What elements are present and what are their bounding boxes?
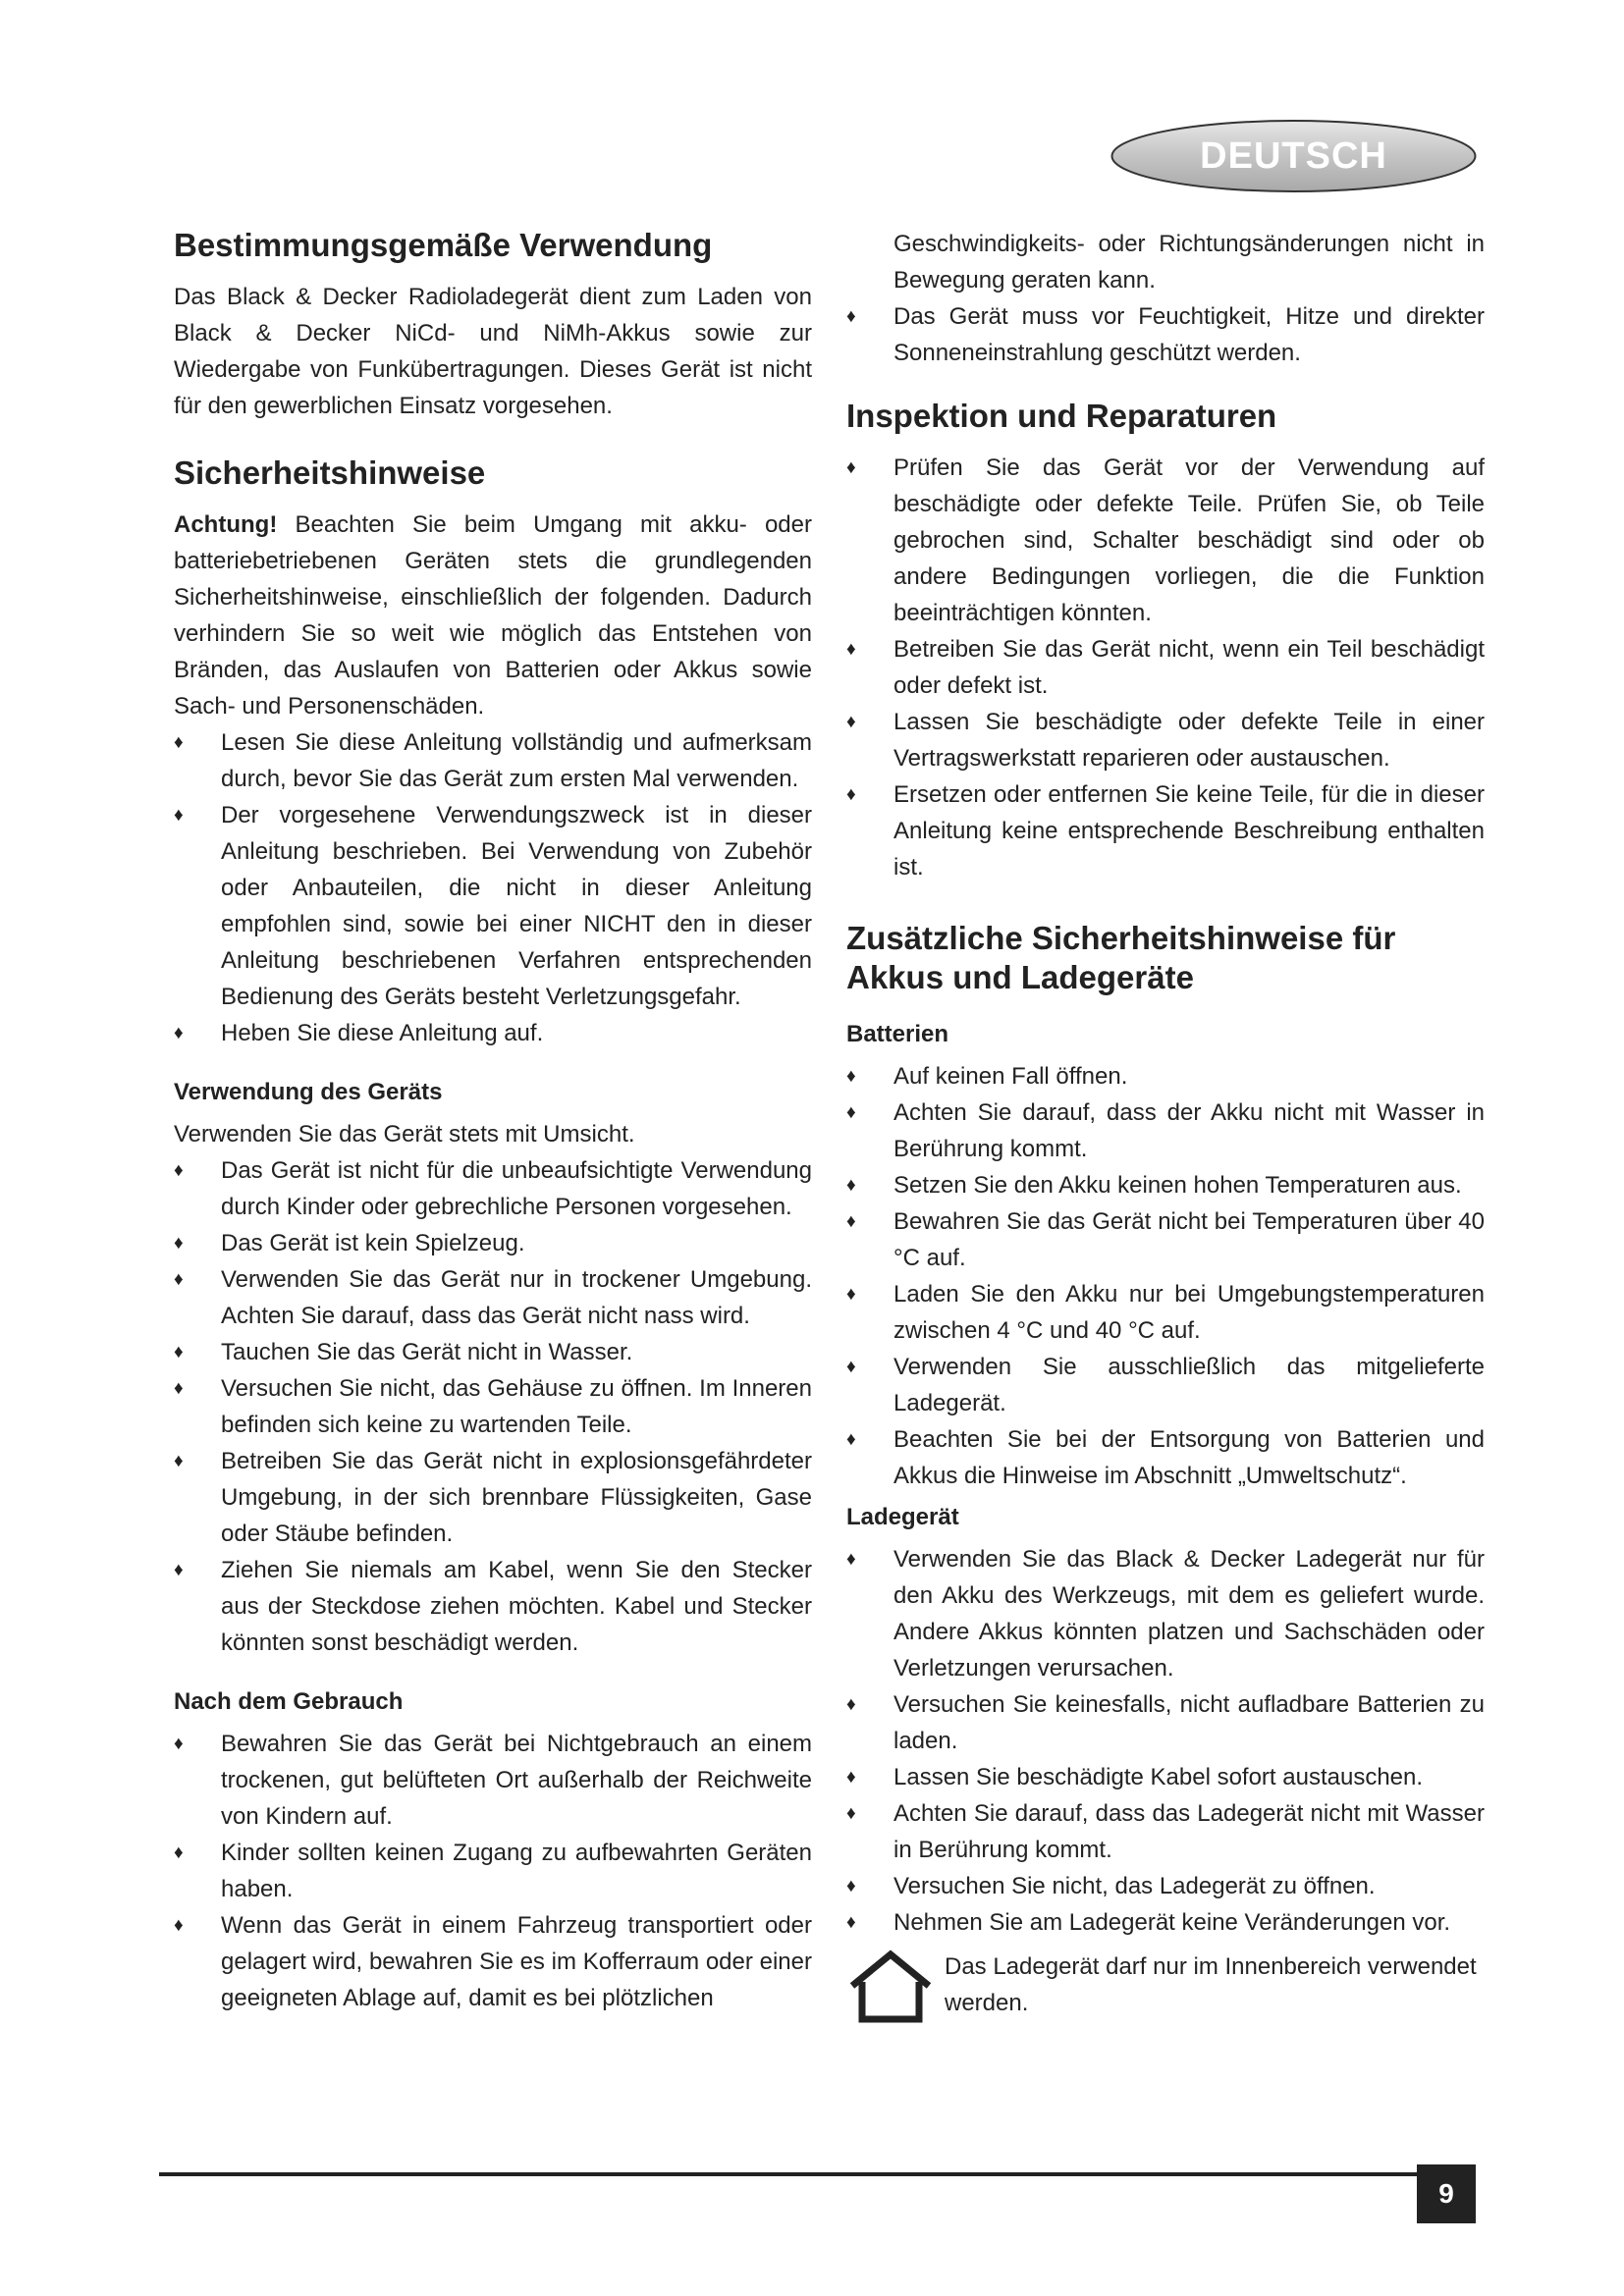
list-item: ♦ Bewahren Sie das Gerät bei Nichtgebrauch an einem trockenen, gut belüfteten Ort außerhalb der Reichweite von Kindern auf.	[174, 1726, 812, 1835]
device-use-list	[174, 1152, 812, 1661]
right-column	[846, 226, 1485, 2025]
list-item: ♦ Versuchen Sie nicht, das Ladegerät zu öffnen.	[846, 1868, 1485, 1904]
list-item: ♦ Das Gerät ist nicht für die unbeaufsichtigte Verwendung durch Kinder oder gebrechliche Personen vorgesehen.	[174, 1152, 812, 1225]
list-item: ♦ Achten Sie darauf, dass das Ladegerät nicht mit Wasser in Berührung kommt.	[846, 1795, 1485, 1868]
list-item: ♦ Tauchen Sie das Gerät nicht in Wasser.	[174, 1334, 812, 1370]
inspection-heading: Inspektion und Reparaturen	[846, 398, 1277, 434]
list-item: ♦ Betreiben Sie das Gerät nicht, wenn ein Teil beschädigt oder defekt ist.	[846, 631, 1485, 704]
list-item: ♦ Betreiben Sie das Gerät nicht in explosionsgefährdeter Umgebung, in der sich brennbare Flüssigkeiten, Gase oder Stäube befinden.	[174, 1443, 812, 1552]
list-item: ♦ Heben Sie diese Anleitung auf.	[174, 1015, 812, 1051]
list-item: ♦ Lassen Sie beschädigte oder defekte Teile in einer Vertragswerkstatt reparieren oder austauschen.	[846, 704, 1485, 776]
device-use-intro: Verwenden Sie das Gerät stets mit Umsicht.	[174, 1121, 635, 1148]
list-item: ♦ Lassen Sie beschädigte Kabel sofort austauschen.	[846, 1759, 1485, 1795]
list-item: ♦ Verwenden Sie das Black & Decker Ladegerät nur für den Akku des Werkzeugs, mit dem es geliefert wurde. Andere Akkus könnten platzen und Sachschäden oder Verletzungen verursachen.	[846, 1541, 1485, 1686]
list-item: ♦ Wenn das Gerät in einem Fahrzeug transportiert oder gelagert wird, bewahren Sie es im Kofferraum oder einer geeigneten Ablage auf, damit es bei plötzlichen	[174, 1907, 812, 2016]
device-use-heading: Verwendung des Geräts	[174, 1079, 443, 1105]
charger-heading: Ladegerät	[846, 1504, 959, 1530]
list-item: ♦ Bewahren Sie das Gerät nicht bei Temperaturen über 40 °C auf.	[846, 1203, 1485, 1276]
inspection-list	[846, 450, 1485, 885]
list-item: ♦ Ersetzen oder entfernen Sie keine Teile, für die in dieser Anleitung keine entsprechende Beschreibung enthalten ist.	[846, 776, 1485, 885]
indoor-use-note	[846, 1949, 1485, 2025]
batteries-list	[846, 1058, 1485, 1494]
safety-warning	[174, 507, 812, 724]
language-label: DEUTSCH	[1200, 135, 1387, 177]
safety-heading: Sicherheitshinweise	[174, 454, 486, 491]
intended-use-heading: Bestimmungsgemäße Verwendung	[174, 227, 713, 263]
intended-use-text: Das Black & Decker Radioladegerät dient zum Laden von Black & Decker NiCd- und NiMh-Akkus sowie zur Wiedergabe von Funkübertragungen. Dieses Gerät ist nicht für den gewerblichen Einsatz vorgesehen.	[174, 284, 812, 419]
list-item: ♦ Versuchen Sie nicht, das Gehäuse zu öffnen. Im Inneren befinden sich keine zu wartenden Teile.	[174, 1370, 812, 1443]
list-item: ♦ Laden Sie den Akku nur bei Umgebungstemperaturen zwischen 4 °C und 40 °C auf.	[846, 1276, 1485, 1349]
list-item: ♦ Achten Sie darauf, dass der Akku nicht mit Wasser in Berührung kommt.	[846, 1095, 1485, 1167]
list-item: ♦ Versuchen Sie keinesfalls, nicht aufladbare Batterien zu laden.	[846, 1686, 1485, 1759]
indoor-use-text: Das Ladegerät darf nur im Innenbereich verwendet werden.	[945, 1953, 1477, 2016]
additional-safety-heading: Zusätzliche Sicherheitshinweise für Akkus und Ladegeräte	[846, 920, 1396, 995]
list-item: ♦ Setzen Sie den Akku keinen hohen Temperaturen aus.	[846, 1167, 1485, 1203]
batteries-heading: Batterien	[846, 1021, 949, 1047]
list-item: ♦ Beachten Sie bei der Entsorgung von Batterien und Akkus die Hinweise im Abschnitt „Umweltschutz“.	[846, 1421, 1485, 1494]
house-icon	[846, 1949, 935, 2025]
list-item: ♦ Das Gerät ist kein Spielzeug.	[174, 1225, 812, 1261]
warning-text: Beachten Sie beim Umgang mit akku- oder batteriebetriebenen Geräten stets die grundlegenden Sicherheitshinweise, einschließlich der folgenden. Dadurch verhindern Sie so weit wie möglich das Entstehen von Bränden, das Auslaufen von Batterien oder Akkus sowie Sach- und Personenschäden.	[174, 511, 812, 720]
after-use-list	[174, 1726, 812, 2016]
list-item: ♦ Verwenden Sie ausschließlich das mitgelieferte Ladegerät.	[846, 1349, 1485, 1421]
list-item: ♦ Nehmen Sie am Ladegerät keine Veränderungen vor.	[846, 1904, 1485, 1941]
left-column	[174, 226, 812, 2016]
page-number: 9	[1417, 2164, 1476, 2223]
continuation-list	[846, 226, 1485, 371]
list-item: ♦ Lesen Sie diese Anleitung vollständig und aufmerksam durch, bevor Sie das Gerät zum ersten Mal verwenden.	[174, 724, 812, 797]
footer-rule	[159, 2172, 1445, 2176]
list-item: ♦ Das Gerät muss vor Feuchtigkeit, Hitze und direkter Sonneneinstrahlung geschützt werden.	[846, 298, 1485, 371]
language-badge	[1110, 118, 1478, 194]
warning-label: Achtung!	[174, 511, 278, 538]
after-use-heading: Nach dem Gebrauch	[174, 1688, 404, 1715]
list-item: ♦ Ziehen Sie niemals am Kabel, wenn Sie den Stecker aus der Steckdose ziehen möchten. Kabel und Stecker könnten sonst beschädigt werden.	[174, 1552, 812, 1661]
charger-list	[846, 1541, 1485, 1941]
list-item: ♦ Verwenden Sie das Gerät nur in trockener Umgebung. Achten Sie darauf, dass das Gerät nicht nass wird.	[174, 1261, 812, 1334]
safety-list	[174, 724, 812, 1051]
list-item: ♦ Kinder sollten keinen Zugang zu aufbewahrten Geräten haben.	[174, 1835, 812, 1907]
list-item: ♦ Der vorgesehene Verwendungszweck ist in dieser Anleitung beschrieben. Bei Verwendung von Zubehör oder Anbauteilen, die nicht in dieser Anleitung empfohlen sind, sowie bei einer NICHT den in dieser Anleitung beschriebenen Verfahren entsprechenden Bedienung des Geräts besteht Verletzungsgefahr.	[174, 797, 812, 1015]
list-item-continued: Geschwindigkeits- oder Richtungsänderungen nicht in Bewegung geraten kann.	[893, 231, 1485, 294]
list-item: ♦ Prüfen Sie das Gerät vor der Verwendung auf beschädigte oder defekte Teile. Prüfen Sie, ob Teile gebrochen sind, Schalter beschädigt sind oder ob andere Bedingungen vorliegen, die die Funktion beeinträchtigen könnten.	[846, 450, 1485, 631]
list-item: ♦ Auf keinen Fall öffnen.	[846, 1058, 1485, 1095]
